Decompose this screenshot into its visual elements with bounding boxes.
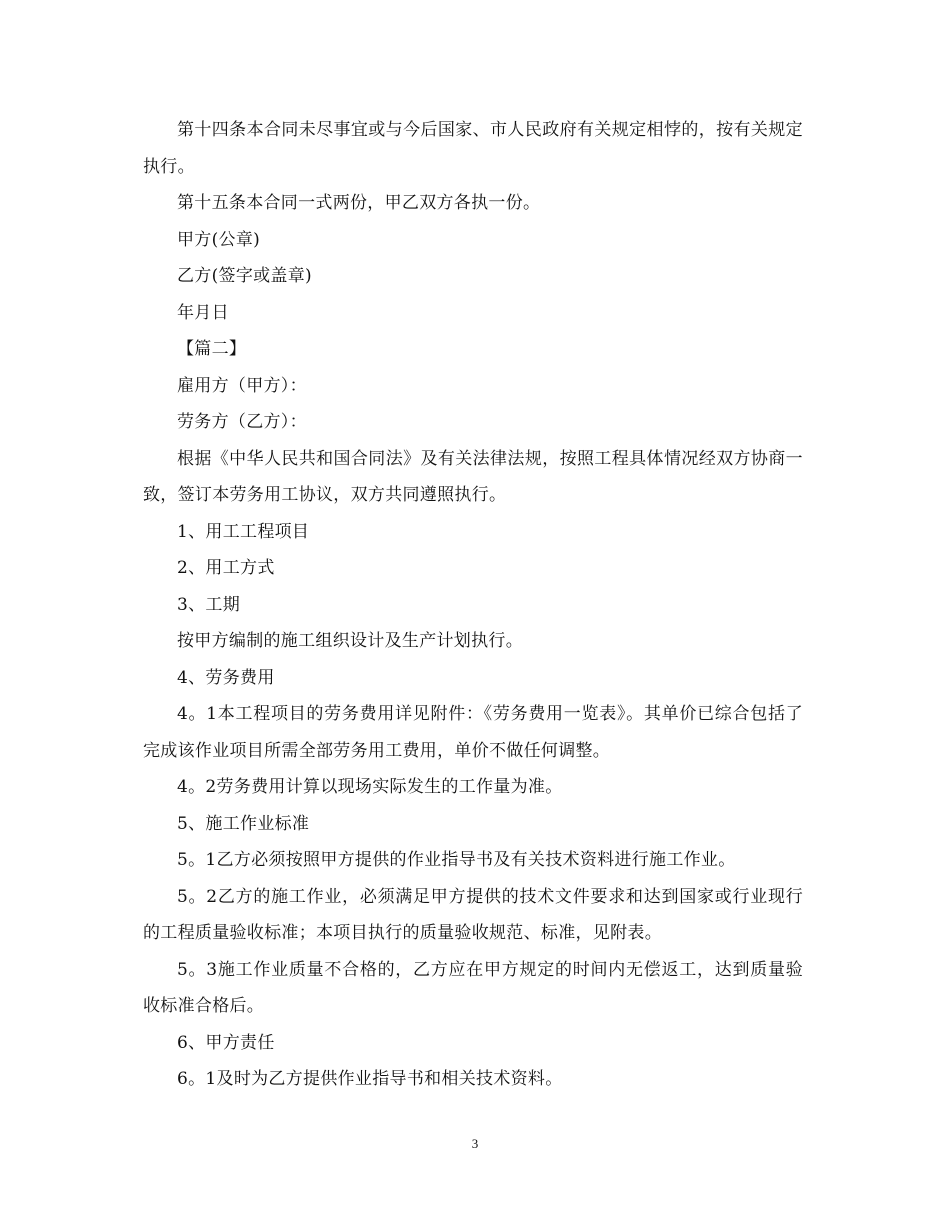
section-heading: 【篇二】 [177,339,247,359]
paragraph: 5。3施工作业质量不合格的，乙方应在甲方规定的时间内无偿返工，达到质量验收标准合格后。 [143,959,803,1016]
paragraph: 劳务方（乙方）： [177,412,307,432]
paragraph: 乙方(签字或盖章) [177,266,312,286]
page-number: 3 [471,1136,479,1151]
document-body [143,112,803,1098]
paragraph: 3、工期 [177,594,241,615]
paragraph: 年月日 [177,302,229,323]
paragraph: 1、用工工程项目 [177,521,310,542]
paragraph: 4。2劳务费用计算以现场实际发生的工作量为准。 [177,777,563,797]
paragraph: 4、劳务费用 [177,667,275,688]
paragraph: 2、用工方式 [177,558,275,578]
paragraph: 第十四条本合同未尽事宜或与今后国家、市人民政府有关规定相悖的，按有关规定执行。 [143,120,803,177]
paragraph: 甲方(公章) [177,229,261,250]
paragraph: 按甲方编制的施工组织设计及生产计划执行。 [177,631,523,651]
paragraph: 4。1本工程项目的劳务费用详见附件：《劳务费用一览表》。其单价已综合包括了完成该作业项目所需全部劳务用工费用，单价不做任何调整。 [143,704,803,761]
paragraph: 5。1乙方必须按照甲方提供的作业指导书及有关技术资料进行施工作业。 [177,850,736,870]
paragraph: 5。2乙方的施工作业，必须满足甲方提供的技术文件要求和达到国家或行业现行的工程质量验收标准；本项目执行的质量验收规范、标准，见附表。 [143,886,803,943]
paragraph: 第十五条本合同一式两份，甲乙双方各执一份。 [177,193,541,213]
paragraph: 根据《中华人民共和国合同法》及有关法律法规，按照工程具体情况经双方协商一致，签订本劳务用工协议，双方共同遵照执行。 [143,448,803,505]
paragraph: 5、施工作业标准 [177,813,310,834]
paragraph: 6、甲方责任 [177,1032,275,1053]
paragraph: 6。1及时为乙方提供作业指导书和相关技术资料。 [177,1069,563,1089]
paragraph: 雇用方（甲方）： [177,375,307,396]
